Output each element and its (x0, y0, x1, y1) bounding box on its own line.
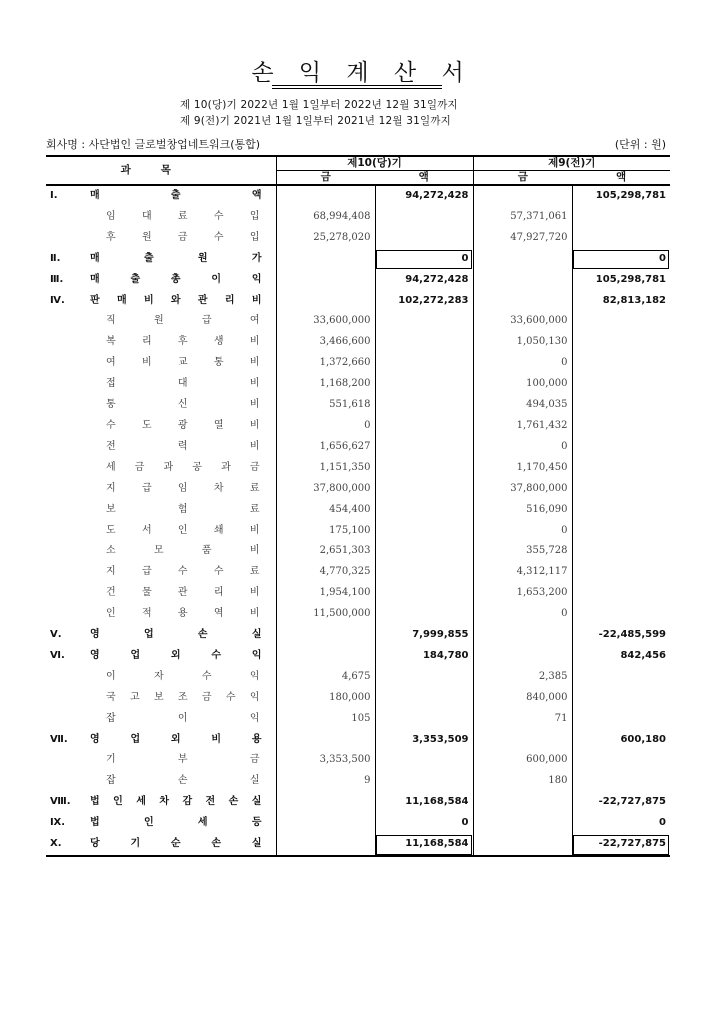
detail-account-row (46, 416, 670, 437)
previous-detail-amount (473, 646, 572, 667)
amount-header-left: 금 (276, 171, 375, 186)
current-total-amount: 94,272,428 (375, 270, 473, 291)
roman-numeral: Ⅵ. (50, 649, 65, 661)
current-total-amount (375, 667, 473, 688)
account-label-cell (46, 625, 276, 646)
previous-detail-amount: 57,371,061 (473, 207, 572, 228)
sub-account-name: 직 원 급 여 (106, 315, 260, 327)
sub-account-name: 기 부 금 (106, 754, 260, 766)
sub-account-name: 잡 손 실 (106, 775, 260, 787)
current-detail-amount (276, 625, 375, 646)
current-detail-amount: 9 (276, 771, 375, 792)
previous-total-amount (572, 311, 670, 332)
account-label-cell (46, 792, 276, 813)
current-detail-amount: 3,353,500 (276, 750, 375, 771)
sub-account-name: 접 대 비 (106, 378, 260, 390)
detail-account-row (46, 771, 670, 792)
current-detail-amount: 1,151,350 (276, 458, 375, 479)
detail-account-row (46, 604, 670, 625)
previous-period-header: 제9(전)기 (473, 156, 670, 171)
current-total-amount (375, 416, 473, 437)
previous-detail-amount: 494,035 (473, 395, 572, 416)
current-total-amount (375, 353, 473, 374)
sub-account-name: 잡 이 익 (106, 712, 260, 724)
current-total-amount (375, 604, 473, 625)
current-total-amount (375, 437, 473, 458)
account-name: 영 업 손 실 (90, 629, 262, 641)
amount-header-right: 액 (375, 171, 473, 186)
sub-account-name: 임 대 료 수 입 (106, 210, 260, 222)
previous-detail-amount (473, 291, 572, 312)
period-current: 제 10(당)기 2022년 1월 1일부터 2022년 12월 31일까지 (180, 99, 458, 111)
current-detail-amount: 4,675 (276, 667, 375, 688)
current-detail-amount: 25,278,020 (276, 228, 375, 249)
current-total-amount (375, 228, 473, 249)
current-detail-amount (276, 249, 375, 270)
main-account-row (46, 813, 670, 834)
sub-account-name: 국 고 보 조 금 수 익 (106, 691, 260, 703)
account-label (50, 792, 272, 813)
account-label-cell (46, 771, 276, 792)
account-label (50, 625, 272, 646)
previous-detail-amount: 180 (473, 771, 572, 792)
main-account-row (46, 625, 670, 646)
account-label-cell (46, 500, 276, 521)
detail-account-row (46, 479, 670, 500)
current-total-amount (375, 332, 473, 353)
previous-detail-amount (473, 730, 572, 751)
detail-account-row (46, 521, 670, 542)
current-total-amount (375, 479, 473, 500)
account-label-cell (46, 479, 276, 500)
account-label-cell (46, 311, 276, 332)
current-detail-amount (276, 270, 375, 291)
detail-account-row (46, 437, 670, 458)
detail-account-row (46, 374, 670, 395)
main-account-row (46, 291, 670, 312)
statement-body (46, 185, 670, 856)
current-total-amount: 7,999,855 (375, 625, 473, 646)
previous-total-amount: -22,727,875 (598, 796, 667, 808)
account-label-cell (46, 228, 276, 249)
detail-account-row (46, 562, 670, 583)
current-detail-amount: 454,400 (276, 500, 375, 521)
previous-total-amount (572, 500, 670, 521)
roman-numeral: Ⅲ. (50, 273, 64, 285)
account-label (50, 646, 272, 667)
sub-account-name: 여 비 교 통 비 (106, 357, 260, 369)
current-total-amount (375, 395, 473, 416)
sub-account-name: 소 모 품 비 (106, 545, 260, 557)
current-total-amount (375, 541, 473, 562)
account-name: 매 출 총 이 익 (90, 273, 262, 285)
detail-account-row (46, 541, 670, 562)
previous-detail-amount: 71 (473, 709, 572, 730)
previous-total-amount (572, 458, 670, 479)
account-label-cell (46, 750, 276, 771)
detail-account-row (46, 395, 670, 416)
sub-account-name: 복 리 후 생 비 (106, 336, 260, 348)
previous-detail-amount (473, 185, 572, 207)
account-label-cell (46, 688, 276, 709)
current-detail-amount: 1,168,200 (276, 374, 375, 395)
account-label (50, 270, 272, 291)
sub-account-name: 이 자 수 익 (106, 670, 260, 682)
previous-total-amount (572, 416, 670, 437)
current-total-amount (375, 562, 473, 583)
account-name: 영 업 외 수 익 (90, 649, 262, 661)
document-title: 손 익 계 산 서 (251, 60, 473, 86)
previous-detail-amount: 0 (473, 604, 572, 625)
account-label (50, 813, 272, 834)
previous-total-amount: 600,180 (620, 733, 667, 745)
previous-detail-amount: 1,653,200 (473, 583, 572, 604)
account-label (50, 291, 272, 312)
detail-account-row (46, 667, 670, 688)
detail-account-row (46, 458, 670, 479)
current-detail-amount: 68,994,408 (276, 207, 375, 228)
previous-total-amount (572, 207, 670, 228)
account-label-cell (46, 353, 276, 374)
detail-account-row (46, 709, 670, 730)
current-detail-amount (276, 813, 375, 834)
current-total-amount (375, 583, 473, 604)
previous-detail-amount: 37,800,000 (473, 479, 572, 500)
roman-numeral: Ⅹ. (50, 838, 62, 850)
account-name: 영 업 외 비 용 (90, 733, 262, 745)
sub-account-name: 지 급 수 수 료 (106, 566, 260, 578)
current-detail-amount: 1,372,660 (276, 353, 375, 374)
previous-detail-amount: 33,600,000 (473, 311, 572, 332)
current-total-amount: 3,353,509 (375, 730, 473, 751)
account-label-cell (46, 604, 276, 625)
previous-total-amount: 0 (659, 817, 667, 829)
previous-detail-amount: 4,312,117 (473, 562, 572, 583)
current-total-amount (375, 374, 473, 395)
previous-total-amount: 82,813,182 (602, 294, 667, 306)
sub-account-name: 건 물 관 리 비 (106, 587, 260, 599)
detail-account-row (46, 311, 670, 332)
previous-total-amount (572, 750, 670, 771)
account-label-cell (46, 332, 276, 353)
detail-account-row (46, 332, 670, 353)
previous-total-amount (572, 395, 670, 416)
previous-detail-amount (473, 813, 572, 834)
current-total-amount (375, 750, 473, 771)
account-label (50, 186, 272, 207)
account-name: 판 매 비 와 관 리 비 (90, 294, 262, 306)
previous-detail-amount: 100,000 (473, 374, 572, 395)
previous-detail-amount: 516,090 (473, 500, 572, 521)
previous-total-amount: -22,485,599 (598, 629, 667, 641)
previous-detail-amount: 355,728 (473, 541, 572, 562)
account-label-cell (46, 730, 276, 751)
main-account-row (46, 646, 670, 667)
main-account-row (46, 834, 670, 856)
previous-total-amount (572, 353, 670, 374)
roman-numeral: Ⅳ. (50, 294, 65, 306)
current-total-amount: 11,168,584 (375, 792, 473, 813)
account-name: 법 인 세 차 감 전 손 실 (90, 796, 262, 808)
roman-numeral: Ⅴ. (50, 629, 62, 641)
current-detail-amount: 105 (276, 709, 375, 730)
previous-detail-amount: 47,927,720 (473, 228, 572, 249)
previous-total-amount (572, 437, 670, 458)
account-label-cell (46, 207, 276, 228)
account-name: 법 인 세 등 (90, 817, 262, 829)
previous-detail-amount: 840,000 (473, 688, 572, 709)
account-label (50, 730, 272, 751)
account-label (50, 249, 272, 270)
previous-total-amount (572, 332, 670, 353)
detail-account-row (46, 583, 670, 604)
account-name: 매 출 원 가 (90, 252, 262, 264)
title-underline (272, 85, 442, 86)
current-total-amount (375, 521, 473, 542)
current-total-amount: 102,272,283 (375, 291, 473, 312)
detail-account-row (46, 500, 670, 521)
previous-detail-amount: 0 (473, 521, 572, 542)
current-detail-amount: 37,800,000 (276, 479, 375, 500)
current-total-amount (375, 688, 473, 709)
current-total-amount (375, 458, 473, 479)
detail-account-row (46, 750, 670, 771)
account-label-cell (46, 646, 276, 667)
previous-detail-amount (473, 249, 572, 270)
previous-total-amount: 105,298,781 (595, 273, 667, 285)
account-label-cell (46, 583, 276, 604)
previous-total-amount (572, 667, 670, 688)
subject-header: 과목 (46, 156, 276, 185)
previous-detail-amount: 1,761,432 (473, 416, 572, 437)
main-account-row (46, 185, 670, 207)
title-underline-second (272, 88, 442, 89)
income-statement-table (46, 155, 670, 857)
previous-total-amount (572, 688, 670, 709)
previous-detail-amount (473, 270, 572, 291)
current-detail-amount (276, 834, 375, 856)
previous-total-amount: -22,727,875 (572, 834, 670, 856)
current-detail-amount (276, 185, 375, 207)
previous-total-amount (572, 479, 670, 500)
previous-total-amount (572, 771, 670, 792)
amount-header-left: 금 (473, 171, 572, 186)
previous-detail-amount: 600,000 (473, 750, 572, 771)
account-label-cell (46, 185, 276, 207)
current-detail-amount: 1,656,627 (276, 437, 375, 458)
sub-account-name: 세 금 과 공 과 금 (106, 461, 260, 473)
account-label-cell (46, 416, 276, 437)
current-total-amount: 11,168,584 (375, 834, 473, 856)
account-name: 매 출 액 (90, 190, 262, 201)
current-total-amount (375, 500, 473, 521)
current-detail-amount: 4,770,325 (276, 562, 375, 583)
current-total-amount (375, 207, 473, 228)
account-label (50, 834, 272, 855)
account-label-cell (46, 270, 276, 291)
sub-account-name: 지 급 임 차 료 (106, 482, 260, 494)
current-total-amount (375, 311, 473, 332)
current-detail-amount: 0 (276, 416, 375, 437)
current-detail-amount (276, 730, 375, 751)
previous-detail-amount (473, 792, 572, 813)
account-label-cell (46, 458, 276, 479)
previous-total-amount: 842,456 (620, 649, 667, 661)
sub-account-name: 전 력 비 (106, 440, 260, 452)
previous-detail-amount: 0 (473, 353, 572, 374)
amount-header-right: 액 (572, 171, 670, 186)
main-account-row (46, 270, 670, 291)
detail-account-row (46, 688, 670, 709)
account-label-cell (46, 291, 276, 312)
account-label-cell (46, 374, 276, 395)
current-total-amount: 0 (375, 249, 473, 270)
previous-total-amount: 0 (572, 249, 670, 270)
main-account-row (46, 249, 670, 270)
current-total-amount: 0 (375, 813, 473, 834)
header-row-periods (46, 156, 670, 171)
current-period-header: 제10(당)기 (276, 156, 473, 171)
current-detail-amount: 2,651,303 (276, 541, 375, 562)
account-name: 당 기 순 손 실 (90, 838, 262, 850)
account-label-cell (46, 249, 276, 270)
period-previous: 제 9(전)기 2021년 1월 1일부터 2021년 12월 31일까지 (180, 115, 452, 127)
account-label-cell (46, 395, 276, 416)
previous-total-amount (572, 521, 670, 542)
previous-total-amount (572, 709, 670, 730)
account-label-cell (46, 834, 276, 856)
sub-account-name: 도 서 인 쇄 비 (106, 524, 260, 536)
account-label-cell (46, 709, 276, 730)
current-total-amount: 184,780 (375, 646, 473, 667)
previous-detail-amount: 2,385 (473, 667, 572, 688)
previous-total-amount (572, 374, 670, 395)
current-detail-amount: 33,600,000 (276, 311, 375, 332)
account-label-cell (46, 667, 276, 688)
sub-account-name: 후 원 금 수 입 (106, 231, 260, 243)
account-label-cell (46, 562, 276, 583)
account-label-cell (46, 541, 276, 562)
detail-account-row (46, 353, 670, 374)
previous-detail-amount (473, 625, 572, 646)
detail-account-row (46, 207, 670, 228)
previous-total-amount (572, 541, 670, 562)
current-detail-amount: 175,100 (276, 521, 375, 542)
detail-account-row (46, 228, 670, 249)
sub-account-name: 수 도 광 열 비 (106, 419, 260, 431)
current-total-amount (375, 709, 473, 730)
previous-total-amount (572, 228, 670, 249)
current-total-amount: 94,272,428 (375, 185, 473, 207)
current-detail-amount: 180,000 (276, 688, 375, 709)
roman-numeral: Ⅷ. (50, 796, 71, 808)
account-label-cell (46, 813, 276, 834)
roman-numeral: Ⅶ. (50, 733, 68, 745)
previous-detail-amount: 1,170,450 (473, 458, 572, 479)
current-total-amount (375, 771, 473, 792)
current-detail-amount (276, 291, 375, 312)
company-name: 회사명 : 사단법인 글로벌창업네트워크(통합) (46, 138, 261, 151)
previous-total-amount (572, 583, 670, 604)
current-detail-amount (276, 646, 375, 667)
account-label-cell (46, 521, 276, 542)
previous-total-amount (572, 562, 670, 583)
current-detail-amount: 551,618 (276, 395, 375, 416)
current-detail-amount: 11,500,000 (276, 604, 375, 625)
sub-account-name: 인 적 용 역 비 (106, 608, 260, 620)
roman-numeral: Ⅱ. (50, 252, 61, 264)
current-detail-amount (276, 792, 375, 813)
previous-total-amount: 105,298,781 (595, 190, 667, 201)
previous-detail-amount (473, 834, 572, 856)
unit-label: (단위 : 원) (614, 138, 666, 151)
sub-account-name: 보 험 료 (106, 503, 260, 515)
roman-numeral: Ⅸ. (50, 817, 66, 829)
previous-detail-amount: 0 (473, 437, 572, 458)
main-account-row (46, 730, 670, 751)
main-account-row (46, 792, 670, 813)
sub-account-name: 통 신 비 (106, 399, 260, 411)
previous-total-amount (572, 604, 670, 625)
roman-numeral: Ⅰ. (50, 190, 58, 201)
current-detail-amount: 3,466,600 (276, 332, 375, 353)
account-label-cell (46, 437, 276, 458)
previous-detail-amount: 1,050,130 (473, 332, 572, 353)
current-detail-amount: 1,954,100 (276, 583, 375, 604)
